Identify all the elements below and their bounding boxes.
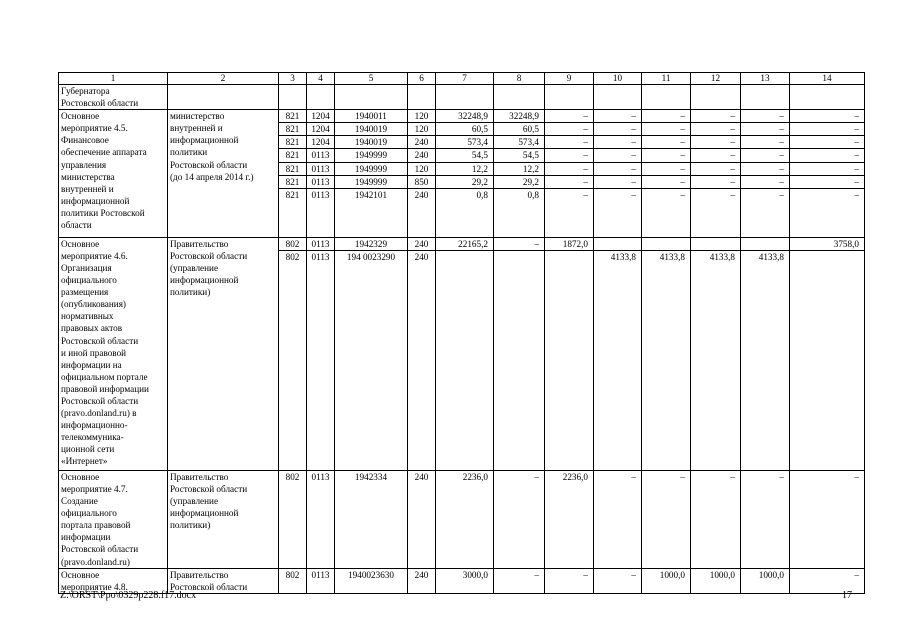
empty-cell	[642, 85, 691, 110]
table-cell: 1204	[307, 123, 335, 136]
table-cell: –	[594, 162, 642, 175]
table-cell: –	[741, 162, 790, 175]
table-cell: –	[545, 136, 594, 149]
table-cell: 3758,0	[790, 237, 865, 250]
table-cell: 0113	[307, 175, 335, 188]
table-cell: 1940019	[335, 136, 408, 149]
table-cell: –	[642, 123, 691, 136]
empty-cell	[408, 85, 436, 110]
table-cell: –	[545, 162, 594, 175]
table-cell: –	[741, 149, 790, 162]
table-cell: –	[545, 568, 594, 593]
table-cell: –	[790, 162, 865, 175]
table-cell: 573,4	[436, 136, 494, 149]
table-cell: 0113	[307, 568, 335, 593]
table-cell: 0,8	[436, 188, 494, 237]
table-cell: 240	[408, 470, 436, 568]
table-cell: –	[741, 136, 790, 149]
column-header: 6	[408, 73, 436, 85]
table-cell: –	[691, 175, 741, 188]
table-cell: –	[545, 123, 594, 136]
executor-name: Правительство Ростовской области (управление информационной политики)	[168, 237, 279, 470]
column-header: 14	[790, 73, 865, 85]
column-header: 9	[545, 73, 594, 85]
table-cell	[594, 237, 642, 250]
table-cell: 54,5	[494, 149, 545, 162]
table-cell: –	[494, 568, 545, 593]
table-cell: 1940019	[335, 123, 408, 136]
table-cell	[741, 237, 790, 250]
table-cell: –	[545, 175, 594, 188]
page-number: 17	[842, 590, 852, 601]
table-cell: 29,2	[436, 175, 494, 188]
table-cell: 60,5	[494, 123, 545, 136]
table-cell: –	[642, 110, 691, 123]
table-cell: –	[691, 123, 741, 136]
empty-cell	[494, 85, 545, 110]
table-cell: 1949999	[335, 149, 408, 162]
empty-cell	[691, 85, 741, 110]
table-row	[59, 85, 865, 110]
table-cell: 240	[408, 237, 436, 250]
table-cell: –	[741, 123, 790, 136]
empty-cell	[335, 85, 408, 110]
empty-cell	[307, 85, 335, 110]
table-cell: 29,2	[494, 175, 545, 188]
table-cell: –	[594, 136, 642, 149]
event-name: Основное мероприятие 4.8.	[59, 568, 168, 593]
executor-name: министерство внутренней и информационной политики Ростовской области (до 14 апреля 2014 г.)	[168, 110, 279, 238]
table-cell: 1942329	[335, 237, 408, 250]
table-cell	[691, 237, 741, 250]
table-cell: 0113	[307, 470, 335, 568]
empty-cell	[436, 85, 494, 110]
table-cell: 1000,0	[642, 568, 691, 593]
column-header: 11	[642, 73, 691, 85]
table-cell: 54,5	[436, 149, 494, 162]
column-header: 10	[594, 73, 642, 85]
event-name: Основное мероприятие 4.5. Финансовое обеспечение аппарата управления министерства внутренней и информационной политики Ростовской области	[59, 110, 168, 238]
table-cell: 821	[279, 110, 307, 123]
table-cell: –	[594, 188, 642, 237]
table-cell	[436, 250, 494, 470]
table-cell: 0,8	[494, 188, 545, 237]
table-cell: 0113	[307, 237, 335, 250]
table-cell: 60,5	[436, 123, 494, 136]
table-cell: –	[594, 110, 642, 123]
table-cell: 802	[279, 237, 307, 250]
table-cell: 821	[279, 175, 307, 188]
table-cell: 1000,0	[691, 568, 741, 593]
table-cell: 821	[279, 162, 307, 175]
table-cell: 4133,8	[594, 250, 642, 470]
table-cell: 0113	[307, 250, 335, 470]
empty-cell	[790, 85, 865, 110]
column-header: 7	[436, 73, 494, 85]
table-cell: –	[691, 470, 741, 568]
table-cell: 240	[408, 136, 436, 149]
event-name: Основное мероприятие 4.6. Организация официального размещения (опубликования) нормативных правовых актов Ростовской области и иной правовой информации на официальном портале правовой информации Ростовской области (pravo.donland.ru) в информационно- телекоммуника- ционной сети «Интернет»	[59, 237, 168, 470]
table-cell: –	[691, 110, 741, 123]
table-cell: 1940011	[335, 110, 408, 123]
empty-cell	[545, 85, 594, 110]
table-cell: –	[642, 188, 691, 237]
column-header: 12	[691, 73, 741, 85]
table-cell: –	[642, 470, 691, 568]
table-cell: –	[594, 568, 642, 593]
table-cell: –	[790, 188, 865, 237]
table-cell: –	[741, 175, 790, 188]
column-header: 1	[59, 73, 168, 85]
table-row	[59, 110, 865, 123]
table-cell: –	[691, 149, 741, 162]
table-cell: 120	[408, 162, 436, 175]
table-cell: 194 0023290	[335, 250, 408, 470]
table-cell: 120	[408, 123, 436, 136]
table-cell: 821	[279, 188, 307, 237]
table-row	[59, 470, 865, 568]
table-cell: 1949999	[335, 162, 408, 175]
table-cell: 1942334	[335, 470, 408, 568]
column-header: 13	[741, 73, 790, 85]
table-cell: 1942101	[335, 188, 408, 237]
table-cell: –	[790, 110, 865, 123]
empty-cell	[168, 85, 279, 110]
table-cell: 1000,0	[741, 568, 790, 593]
table-cell: 0113	[307, 162, 335, 175]
table-cell: –	[790, 123, 865, 136]
table-cell: 22165,2	[436, 237, 494, 250]
table-cell: 1204	[307, 110, 335, 123]
table-cell: –	[594, 123, 642, 136]
table-cell: 240	[408, 188, 436, 237]
executor-name: Правительство Ростовской области	[168, 568, 279, 593]
table-cell: 821	[279, 136, 307, 149]
event-name: Губернатора Ростовской области	[59, 85, 168, 110]
table-row	[59, 237, 865, 250]
table-cell: –	[691, 136, 741, 149]
table-cell: 32248,9	[494, 110, 545, 123]
table-cell: 3000,0	[436, 568, 494, 593]
table-cell: –	[642, 162, 691, 175]
table-cell: 12,2	[494, 162, 545, 175]
column-header: 8	[494, 73, 545, 85]
event-name: Основное мероприятие 4.7. Создание официального портала правовой информации Ростовской области (pravo.donland.ru)	[59, 470, 168, 568]
table-cell: 4133,8	[691, 250, 741, 470]
table-cell: –	[741, 470, 790, 568]
table-cell: –	[494, 237, 545, 250]
column-header: 4	[307, 73, 335, 85]
table-cell: –	[790, 136, 865, 149]
table-cell: 240	[408, 149, 436, 162]
table-cell: –	[741, 188, 790, 237]
column-header: 5	[335, 73, 408, 85]
table-cell: –	[790, 175, 865, 188]
table-cell: 2236,0	[545, 470, 594, 568]
column-header: 2	[168, 73, 279, 85]
table-cell: 1204	[307, 136, 335, 149]
table-cell: –	[642, 149, 691, 162]
table-cell: –	[691, 162, 741, 175]
table-cell: 850	[408, 175, 436, 188]
table-cell: 240	[408, 250, 436, 470]
table-cell: –	[790, 149, 865, 162]
table-cell: –	[594, 149, 642, 162]
table-cell: –	[741, 110, 790, 123]
empty-cell	[741, 85, 790, 110]
table-row	[59, 73, 865, 85]
table-cell	[790, 250, 865, 470]
empty-cell	[594, 85, 642, 110]
table-cell: 4133,8	[642, 250, 691, 470]
table-cell: 4133,8	[741, 250, 790, 470]
table-cell: 240	[408, 568, 436, 593]
footer-filename: Z:\ORST\Ppo\0329p228.f17.docx	[60, 590, 197, 601]
table-cell: 2236,0	[436, 470, 494, 568]
table-cell: 1872,0	[545, 237, 594, 250]
table-cell: 1940023630	[335, 568, 408, 593]
table-cell: 0113	[307, 149, 335, 162]
table-cell: –	[545, 110, 594, 123]
table-cell: –	[790, 568, 865, 593]
table-cell: –	[545, 149, 594, 162]
table-cell: –	[545, 188, 594, 237]
table-cell: 573,4	[494, 136, 545, 149]
executor-name: Правительство Ростовской области (управление информационной политики)	[168, 470, 279, 568]
table-cell: –	[642, 175, 691, 188]
table-cell	[545, 250, 594, 470]
table-cell	[494, 250, 545, 470]
table-cell: 120	[408, 110, 436, 123]
table-cell	[642, 237, 691, 250]
table-cell: 802	[279, 250, 307, 470]
table-cell: 12,2	[436, 162, 494, 175]
table-cell: –	[594, 175, 642, 188]
budget-table	[58, 72, 865, 594]
table-cell: –	[691, 188, 741, 237]
table-cell: –	[494, 470, 545, 568]
table-cell: –	[594, 470, 642, 568]
table-cell: 0113	[307, 188, 335, 237]
table-cell: 1949999	[335, 175, 408, 188]
column-header: 3	[279, 73, 307, 85]
table-cell: 802	[279, 568, 307, 593]
table-cell: –	[790, 470, 865, 568]
empty-cell	[279, 85, 307, 110]
table-cell: 802	[279, 470, 307, 568]
table-cell: 821	[279, 123, 307, 136]
table-cell: 821	[279, 149, 307, 162]
table-cell: –	[642, 136, 691, 149]
table-cell: 32248,9	[436, 110, 494, 123]
